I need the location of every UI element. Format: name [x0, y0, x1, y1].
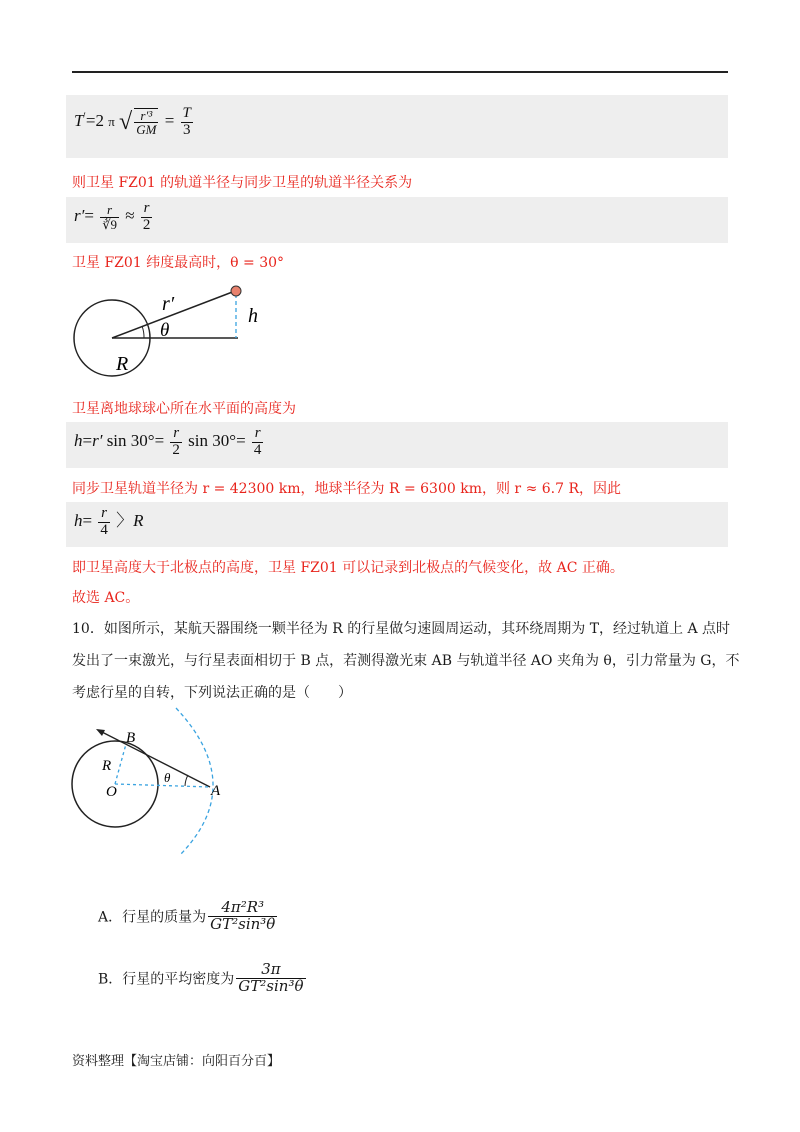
answer-line-1: 则卫星 FZ01 的轨道半径与同步卫星的轨道半径关系为 [72, 175, 413, 191]
formula-height-lhs: h [74, 431, 83, 451]
formula-period-pi: π [108, 114, 115, 130]
answer-line-4: 同步卫星轨道半径为 r = 42300 km，地球半径为 R = 6300 km，则 r ≈ 6.7 R，因此 [72, 481, 622, 497]
formula-radius [74, 201, 154, 234]
orbit-arc [176, 708, 213, 855]
formula-height-eq2: = [154, 431, 165, 451]
option-A-label: A．行星的质量为 [98, 909, 207, 926]
formula-period-prime: ′ [83, 110, 86, 123]
formula-period-sqrt-num: r′³ [134, 109, 158, 124]
sqrt-sign-icon: √ [119, 108, 133, 135]
fig2-R-label: R [102, 758, 112, 774]
header-rule [72, 71, 728, 73]
formula-height-f1-den: 2 [172, 441, 180, 458]
formula-height-r: r′ [92, 431, 103, 451]
formula-height-f2-den: 4 [253, 441, 262, 458]
option-B [98, 962, 308, 995]
formula-radius-approx: ≈ [125, 206, 135, 226]
formula-period-eq1: =2 [85, 111, 104, 131]
answer-line-5: 即卫星高度大于北极点的高度，卫星 FZ01 可以记录到北极点的气候变化，故 AC 正确。 [72, 560, 624, 576]
fig1-R-label: R [116, 353, 129, 375]
formula-box-2 [66, 197, 728, 243]
footer-text: 资料整理【淘宝店铺：向阳百分百】 [72, 1054, 281, 1069]
formula-radius-f2-den: 2 [142, 216, 151, 233]
question-line-2: 发出了一束激光，与行星表面相切于 B 点，若测得激光束 AB 与轨道半径 AO 夹角为 θ，引力常量为 G，不 [72, 653, 740, 669]
formula-height-f2-num: r [252, 426, 264, 443]
laser-arrow-icon [96, 729, 105, 736]
formula-height-eq1: = [82, 431, 93, 451]
figure-satellite-latitude [72, 280, 292, 380]
formula-compare-den: 4 [100, 521, 108, 538]
formula-period [74, 106, 195, 139]
answer-line-3: 卫星离地球球心所在水平面的高度为 [72, 401, 296, 417]
formula-period-frac-num: T [182, 105, 191, 121]
formula-height-sin2: sin 30° [188, 431, 237, 451]
question-line-3: 考虑行星的自转，下列说法正确的是（ ） [72, 685, 352, 701]
option-B-label: B．行星的平均密度为 [98, 971, 235, 988]
satellite-dot [231, 286, 241, 296]
formula-period-eq2: = [164, 111, 175, 131]
option-B-num: 3π [236, 962, 305, 979]
fig2-A-label: A [211, 783, 221, 799]
formula-compare-num: r [98, 506, 110, 523]
fig2-theta-label: θ [164, 770, 171, 785]
formula-radius-f1-den: ∛9 [102, 216, 117, 232]
formula-compare-gt: 〉 [116, 511, 134, 531]
option-A-num: 4π²R³ [208, 900, 277, 917]
question-line-1: 10．如图所示，某航天器围绕一颗半径为 R 的行星做匀速圆周运动，其环绕周期为 T，经过轨道上 A 点时 [72, 621, 731, 637]
formula-radius-eq: = [84, 206, 94, 226]
fig1-r-label: r′ [162, 293, 175, 315]
theta-arc [142, 326, 144, 338]
theta-arc-2 [185, 775, 188, 786]
formula-compare-rhs: R [133, 511, 144, 531]
laser-line [98, 730, 210, 787]
option-B-den: GT²sin³θ [238, 976, 304, 995]
option-A [98, 900, 279, 933]
formula-compare-lhs: h [74, 511, 83, 531]
fig2-O-label: O [106, 784, 117, 800]
formula-period-frac-den: 3 [182, 121, 191, 138]
formula-radius-f1-num: r [100, 203, 119, 218]
formula-height [74, 426, 265, 459]
formula-period-sqrt-den: GM [136, 122, 157, 138]
fig1-theta-label: θ [160, 320, 170, 341]
formula-height-sin1: sin 30° [106, 431, 155, 451]
answer-line-6: 故选 AC。 [72, 590, 140, 606]
formula-radius-lhs: r′ [74, 206, 85, 226]
formula-radius-f2-num: r [141, 201, 153, 218]
answer-line-2: 卫星 FZ01 纬度最高时，θ = 30° [72, 255, 285, 271]
figure-planet-laser [68, 700, 238, 860]
formula-period-lhs: T [74, 111, 84, 131]
formula-height-eq3: = [236, 431, 246, 451]
formula-height-f1-num: r [170, 426, 182, 443]
fig1-h-label: h [248, 305, 258, 327]
formula-compare-eq: = [82, 511, 93, 531]
radius-OB-dashed [115, 744, 126, 784]
fig2-B-label: B [126, 730, 136, 746]
radius-OA-dashed [115, 784, 210, 787]
formula-box-4 [66, 502, 728, 547]
formula-compare [74, 506, 143, 539]
option-A-den: GT²sin³θ [210, 914, 276, 933]
